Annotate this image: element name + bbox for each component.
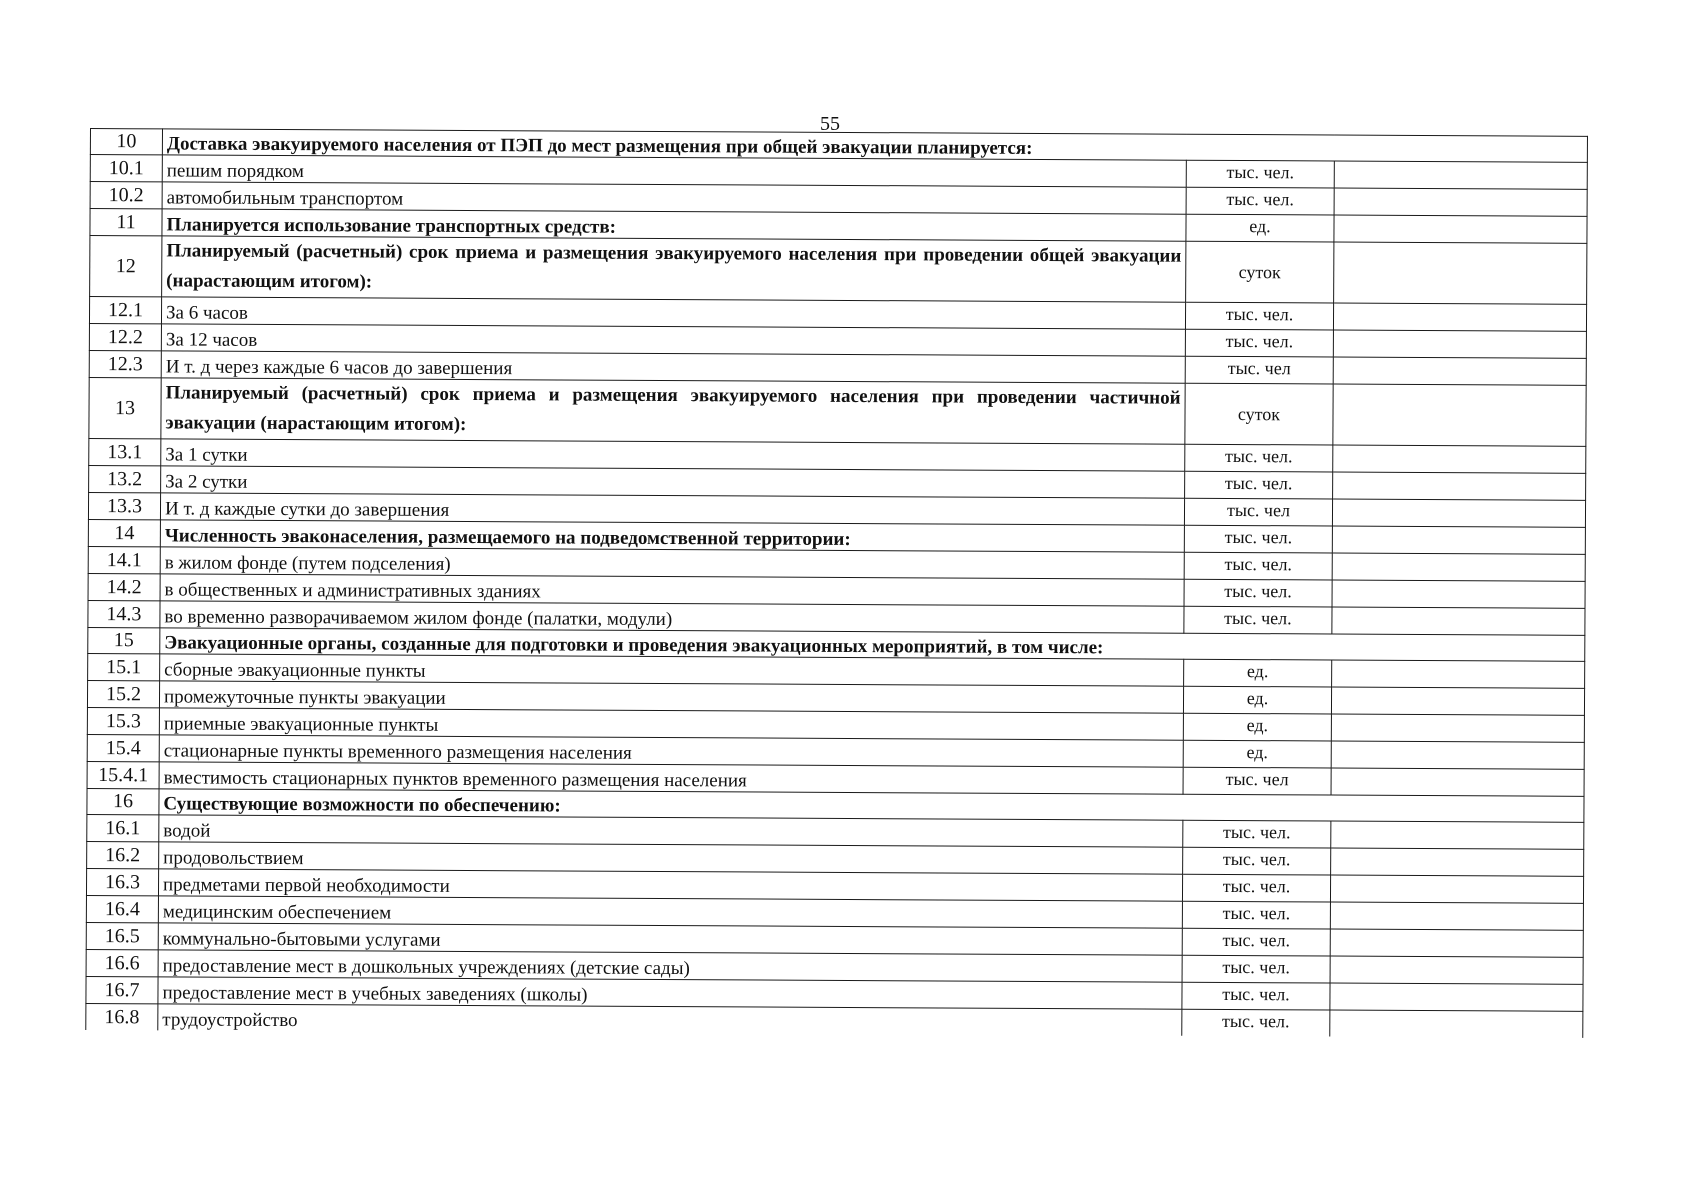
row-value-cell[interactable] bbox=[1333, 384, 1586, 446]
row-unit: ед. bbox=[1186, 214, 1334, 242]
row-value-cell[interactable] bbox=[1332, 553, 1585, 581]
row-number: 13.3 bbox=[88, 492, 160, 519]
row-description: сборные эвакуационные пункты bbox=[160, 654, 1184, 686]
row-unit: тыс. чел. bbox=[1183, 820, 1331, 848]
table-row bbox=[90, 236, 1587, 305]
row-value-cell[interactable] bbox=[1332, 526, 1585, 554]
row-value-cell[interactable] bbox=[1332, 660, 1585, 688]
row-description: И т. д каждые сутки до завершения bbox=[160, 493, 1184, 525]
row-description: пешим порядком bbox=[162, 155, 1186, 187]
row-unit: тыс. чел. bbox=[1182, 874, 1330, 902]
row-value-cell[interactable] bbox=[1331, 848, 1584, 876]
row-number: 14.2 bbox=[88, 573, 160, 600]
row-description: коммунально-бытовыми услугами bbox=[158, 923, 1182, 955]
row-number: 12.3 bbox=[89, 350, 161, 377]
page-number: 55 bbox=[820, 113, 840, 135]
row-unit: тыс. чел. bbox=[1182, 955, 1330, 983]
row-value-cell[interactable] bbox=[1330, 875, 1583, 903]
row-value-cell[interactable] bbox=[1331, 741, 1584, 769]
row-description: За 1 сутки bbox=[161, 439, 1185, 471]
row-number: 10.1 bbox=[90, 155, 162, 182]
row-value-cell[interactable] bbox=[1331, 714, 1584, 742]
row-number: 13 bbox=[89, 377, 161, 438]
row-description: предоставление мест в дошкольных учреждениях (детские сады) bbox=[158, 950, 1182, 982]
row-number: 14 bbox=[88, 519, 160, 546]
row-number: 13.2 bbox=[89, 465, 161, 492]
row-number: 16.1 bbox=[87, 814, 159, 841]
row-unit: тыс. чел. bbox=[1185, 444, 1333, 472]
table-row bbox=[89, 377, 1586, 446]
row-description: Планируется использование транспортных средств: bbox=[162, 209, 1186, 241]
row-description: Существующие возможности по обеспечению: bbox=[159, 789, 1584, 822]
row-number: 10.2 bbox=[90, 182, 162, 209]
row-number: 16 bbox=[87, 788, 159, 814]
row-value-cell[interactable] bbox=[1333, 445, 1586, 473]
row-description: За 2 сутки bbox=[161, 466, 1185, 498]
row-unit: тыс. чел. bbox=[1185, 329, 1333, 357]
row-unit: тыс. чел bbox=[1183, 767, 1331, 795]
row-description: За 6 часов bbox=[161, 297, 1185, 329]
row-description: продовольствием bbox=[159, 842, 1183, 874]
row-number: 15.4 bbox=[87, 734, 159, 761]
row-value-cell[interactable] bbox=[1330, 902, 1583, 930]
row-value-cell[interactable] bbox=[1333, 303, 1586, 331]
row-number: 13.1 bbox=[89, 438, 161, 465]
row-value-cell[interactable] bbox=[1334, 215, 1587, 243]
row-number: 11 bbox=[90, 209, 162, 236]
row-description: И т. д через каждые 6 часов до завершения bbox=[161, 351, 1185, 383]
row-number: 15.3 bbox=[87, 707, 159, 734]
row-number: 15.2 bbox=[87, 680, 159, 707]
row-value-cell[interactable] bbox=[1331, 687, 1584, 715]
row-number: 16.3 bbox=[86, 868, 158, 895]
row-value-cell[interactable] bbox=[1333, 472, 1586, 500]
row-unit: тыс. чел. bbox=[1182, 982, 1330, 1010]
row-unit: суток bbox=[1186, 241, 1334, 303]
row-number: 14.1 bbox=[88, 546, 160, 573]
row-description: медицинским обеспечением bbox=[158, 896, 1182, 928]
row-number: 12 bbox=[90, 236, 162, 297]
row-unit: ед. bbox=[1183, 713, 1331, 741]
row-unit: тыс. чел. bbox=[1185, 302, 1333, 330]
row-value-cell[interactable] bbox=[1330, 983, 1583, 1011]
row-value-cell[interactable] bbox=[1330, 929, 1583, 957]
row-unit: тыс. чел bbox=[1185, 356, 1333, 384]
row-description: Эвакуационные органы, созданные для подготовки и проведения эвакуационных мероприятий, в том числе: bbox=[160, 628, 1585, 661]
row-unit: тыс. чел. bbox=[1184, 579, 1332, 607]
row-unit: тыс. чел. bbox=[1182, 901, 1330, 929]
row-unit: тыс. чел. bbox=[1185, 471, 1333, 499]
row-value-cell[interactable] bbox=[1334, 188, 1587, 216]
row-number: 12.2 bbox=[89, 323, 161, 350]
row-number: 16.8 bbox=[86, 1003, 158, 1030]
row-value-cell[interactable] bbox=[1332, 607, 1585, 635]
row-unit: ед. bbox=[1183, 686, 1331, 714]
row-unit: тыс. чел bbox=[1184, 498, 1332, 526]
row-unit: тыс. чел. bbox=[1186, 187, 1334, 215]
row-number: 16.5 bbox=[86, 922, 158, 949]
row-unit: тыс. чел. bbox=[1183, 847, 1331, 875]
row-description: в общественных и административных зданиях bbox=[160, 574, 1184, 606]
row-description: в жилом фонде (путем подселения) bbox=[160, 547, 1184, 579]
row-description: предоставление мест в учебных заведениях (школы) bbox=[158, 977, 1182, 1009]
row-unit: ед. bbox=[1184, 659, 1332, 687]
row-value-cell[interactable] bbox=[1334, 161, 1587, 189]
row-description: вместимость стационарных пунктов временного размещения населения bbox=[159, 762, 1183, 794]
row-unit: тыс. чел. bbox=[1182, 928, 1330, 956]
row-description: водой bbox=[159, 815, 1183, 847]
row-description: промежуточные пункты эвакуации bbox=[159, 681, 1183, 713]
row-number: 16.6 bbox=[86, 949, 158, 976]
row-description: За 12 часов bbox=[161, 324, 1185, 356]
row-number: 16.7 bbox=[86, 976, 158, 1003]
row-number: 16.4 bbox=[86, 895, 158, 922]
row-number: 16.2 bbox=[87, 841, 159, 868]
row-number: 14.3 bbox=[88, 600, 160, 627]
row-number: 12.1 bbox=[89, 297, 161, 324]
row-description: Численность эваконаселения, размещаемого на подведомственной территории: bbox=[160, 520, 1184, 552]
row-description: Доставка эвакуируемого населения от ПЭП до мест размещения при общей эвакуации планируется: bbox=[162, 129, 1587, 162]
row-value-cell[interactable] bbox=[1333, 330, 1586, 358]
row-value-cell[interactable] bbox=[1332, 580, 1585, 608]
row-value-cell[interactable] bbox=[1330, 1010, 1583, 1038]
row-unit: тыс. чел. bbox=[1184, 552, 1332, 580]
row-value-cell[interactable] bbox=[1330, 956, 1583, 984]
row-value-cell[interactable] bbox=[1332, 499, 1585, 527]
row-unit: тыс. чел. bbox=[1184, 606, 1332, 634]
row-description: предметами первой необходимости bbox=[158, 869, 1182, 901]
row-description: стационарные пункты временного размещения населения bbox=[159, 735, 1183, 767]
row-number: 15.4.1 bbox=[87, 761, 159, 788]
evacuation-form-table bbox=[85, 128, 1588, 1038]
row-description: во временно разворачиваемом жилом фонде (палатки, модули) bbox=[160, 601, 1184, 633]
row-value-cell[interactable] bbox=[1334, 242, 1587, 304]
row-description: Планируемый (расчетный) срок приема и размещения эвакуируемого населения при проведении частичной эвакуации (нарастающим итогом): bbox=[161, 378, 1185, 444]
row-value-cell[interactable] bbox=[1331, 768, 1584, 796]
row-number: 15.1 bbox=[88, 653, 160, 680]
table-body bbox=[86, 129, 1588, 1038]
row-unit: суток bbox=[1185, 383, 1333, 445]
row-unit: ед. bbox=[1183, 740, 1331, 768]
row-unit: тыс. чел. bbox=[1186, 160, 1334, 188]
row-value-cell[interactable] bbox=[1331, 821, 1584, 849]
evacuation-form-sheet bbox=[85, 128, 1587, 1038]
row-number: 10 bbox=[90, 129, 162, 155]
row-number: 15 bbox=[88, 627, 160, 653]
row-description: Планируемый (расчетный) срок приема и размещения эвакуируемого населения при проведении общей эвакуации (нарастающим итогом): bbox=[162, 236, 1186, 302]
row-unit: тыс. чел. bbox=[1184, 525, 1332, 553]
row-description: автомобильным транспортом bbox=[162, 182, 1186, 214]
row-unit: тыс. чел. bbox=[1182, 1009, 1330, 1036]
row-value-cell[interactable] bbox=[1333, 357, 1586, 385]
row-description: трудоустройство bbox=[158, 1004, 1182, 1036]
row-description: приемные эвакуационные пункты bbox=[159, 708, 1183, 740]
